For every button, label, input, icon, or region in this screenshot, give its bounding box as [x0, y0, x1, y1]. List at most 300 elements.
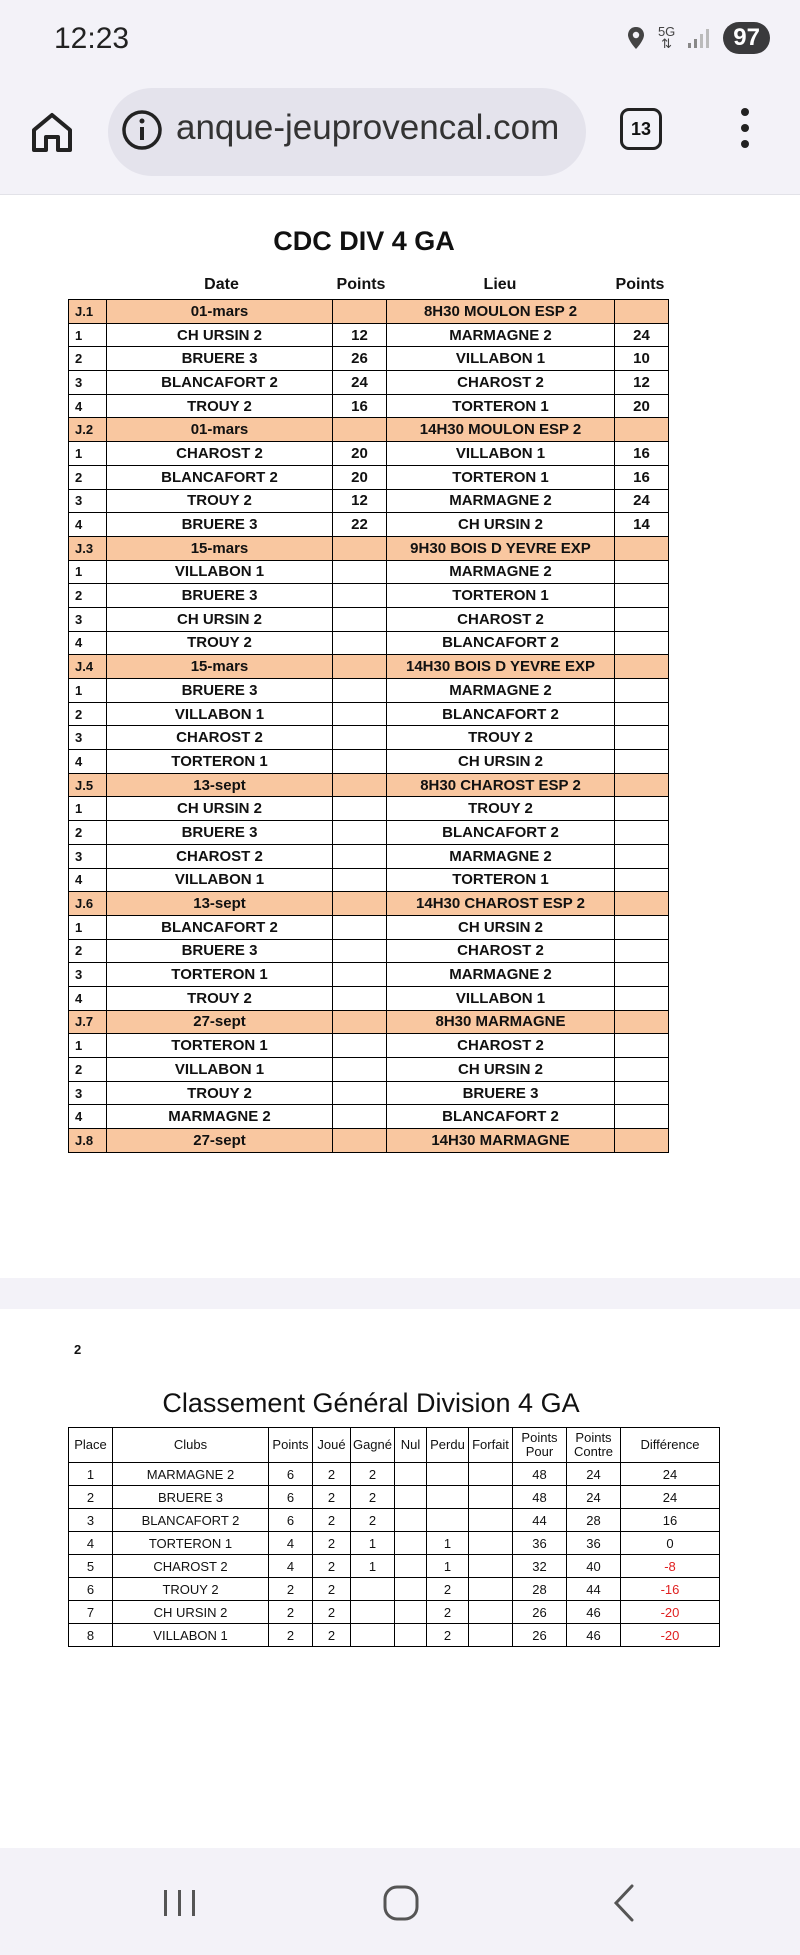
- away-points: [615, 607, 669, 631]
- away-team: CHAROST 2: [387, 371, 615, 395]
- home-team: BLANCAFORT 2: [107, 371, 333, 395]
- match-number: 4: [69, 513, 107, 537]
- schedule-match-row: [69, 631, 669, 655]
- ranking-forfeit: [469, 1463, 513, 1486]
- ranking-row: [69, 1624, 720, 1647]
- ranking-club: TORTERON 1: [113, 1532, 269, 1555]
- schedule-match-row: [69, 513, 669, 537]
- ranking-header-row: [69, 1428, 720, 1463]
- schedule-match-row: [69, 963, 669, 987]
- schedule-match-row: [69, 465, 669, 489]
- day-label: J.2: [69, 418, 107, 442]
- ranking-difference: -8: [621, 1555, 720, 1578]
- away-team: CHAROST 2: [387, 1034, 615, 1058]
- away-points: 24: [615, 489, 669, 513]
- ranking-place: 3: [69, 1509, 113, 1532]
- schedule-day-row: [69, 655, 669, 679]
- match-number: 3: [69, 607, 107, 631]
- match-number: 2: [69, 1058, 107, 1082]
- ranking-points-against: 24: [567, 1486, 621, 1509]
- day-points-home: [333, 1129, 387, 1153]
- match-number: 2: [69, 939, 107, 963]
- away-points: [615, 702, 669, 726]
- ranking-points: 2: [269, 1601, 313, 1624]
- match-number: 4: [69, 750, 107, 774]
- home-points: [333, 607, 387, 631]
- home-points: [333, 750, 387, 774]
- ranking-lost: 2: [427, 1578, 469, 1601]
- ranking-points: 6: [269, 1509, 313, 1532]
- ranking-lost: 1: [427, 1555, 469, 1578]
- header-date: Date: [204, 276, 239, 293]
- home-points: [333, 844, 387, 868]
- away-team: TORTERON 1: [387, 465, 615, 489]
- away-points: 16: [615, 442, 669, 466]
- home-points: [333, 1081, 387, 1105]
- away-points: 10: [615, 347, 669, 371]
- day-points-away: [615, 300, 669, 324]
- away-points: [615, 560, 669, 584]
- url-text[interactable]: anque-jeuprovencal.com: [176, 108, 560, 147]
- ranking-played: 2: [313, 1601, 351, 1624]
- day-label: J.6: [69, 892, 107, 916]
- ranking-place: 2: [69, 1486, 113, 1509]
- day-date: 15-mars: [107, 655, 333, 679]
- ranking-points-against: 40: [567, 1555, 621, 1578]
- schedule-match-row: [69, 489, 669, 513]
- away-points: 12: [615, 371, 669, 395]
- away-points: 24: [615, 323, 669, 347]
- day-date: 01-mars: [107, 300, 333, 324]
- schedule-match-row: [69, 750, 669, 774]
- ranking-won: [351, 1601, 395, 1624]
- home-points: [333, 915, 387, 939]
- home-points: [333, 679, 387, 703]
- day-points-away: [615, 773, 669, 797]
- ranking-lost: [427, 1463, 469, 1486]
- schedule-table: [68, 299, 669, 1153]
- home-points: [333, 1105, 387, 1129]
- home-points: [333, 939, 387, 963]
- day-points-home: [333, 300, 387, 324]
- ranking-draw: [395, 1532, 427, 1555]
- day-points-home: [333, 655, 387, 679]
- ranking-difference: -20: [621, 1601, 720, 1624]
- match-number: 2: [69, 584, 107, 608]
- home-points: 20: [333, 442, 387, 466]
- home-icon[interactable]: [28, 108, 76, 156]
- day-lieu: 8H30 MARMAGNE: [387, 1010, 615, 1034]
- ranking-played: 2: [313, 1486, 351, 1509]
- match-number: 4: [69, 868, 107, 892]
- day-lieu: 8H30 CHAROST ESP 2: [387, 773, 615, 797]
- ranking-won: [351, 1578, 395, 1601]
- home-team: MARMAGNE 2: [107, 1105, 333, 1129]
- ranking-lost: [427, 1486, 469, 1509]
- ranking-place: 1: [69, 1463, 113, 1486]
- away-team: CH URSIN 2: [387, 1058, 615, 1082]
- match-number: 3: [69, 963, 107, 987]
- away-team: BLANCAFORT 2: [387, 1105, 615, 1129]
- page-number: 2: [74, 1342, 82, 1357]
- match-number: 1: [69, 323, 107, 347]
- home-team: BLANCAFORT 2: [107, 465, 333, 489]
- signal-icon: [687, 27, 711, 49]
- match-number: 4: [69, 1105, 107, 1129]
- ranking-difference: 16: [621, 1509, 720, 1532]
- home-team: CH URSIN 2: [107, 797, 333, 821]
- ranking-header-cell: Gagné: [351, 1428, 395, 1463]
- day-date: 01-mars: [107, 418, 333, 442]
- away-team: VILLABON 1: [387, 986, 615, 1010]
- header-points-home: Points: [336, 276, 386, 293]
- header-lieu: Lieu: [483, 276, 517, 293]
- page-separator: [0, 1278, 800, 1309]
- ranking-difference: 24: [621, 1463, 720, 1486]
- ranking-played: 2: [313, 1509, 351, 1532]
- away-points: 20: [615, 394, 669, 418]
- browser-toolbar: [0, 84, 800, 195]
- day-points-home: [333, 418, 387, 442]
- schedule-match-row: [69, 607, 669, 631]
- home-points: [333, 1034, 387, 1058]
- ranking-played: 2: [313, 1578, 351, 1601]
- home-points: 12: [333, 489, 387, 513]
- schedule-match-row: [69, 323, 669, 347]
- day-date: 27-sept: [107, 1010, 333, 1034]
- home-team: BRUERE 3: [107, 939, 333, 963]
- home-team: CHAROST 2: [107, 442, 333, 466]
- schedule-day-row: [69, 773, 669, 797]
- schedule-match-row: [69, 347, 669, 371]
- away-points: [615, 868, 669, 892]
- day-points-home: [333, 773, 387, 797]
- ranking-points: 2: [269, 1624, 313, 1647]
- away-team: TROUY 2: [387, 726, 615, 750]
- home-team: TORTERON 1: [107, 1034, 333, 1058]
- home-points: 16: [333, 394, 387, 418]
- match-number: 2: [69, 821, 107, 845]
- away-team: MARMAGNE 2: [387, 844, 615, 868]
- ranking-lost: 2: [427, 1624, 469, 1647]
- home-team: VILLABON 1: [107, 702, 333, 726]
- ranking-forfeit: [469, 1624, 513, 1647]
- day-points-away: [615, 1129, 669, 1153]
- day-points-away: [615, 655, 669, 679]
- back-icon[interactable]: [600, 1878, 650, 1928]
- home-team: TROUY 2: [107, 1081, 333, 1105]
- ranking-points-for: 26: [513, 1624, 567, 1647]
- away-team: TORTERON 1: [387, 584, 615, 608]
- schedule-match-row: [69, 679, 669, 703]
- ranking-points-against: 46: [567, 1624, 621, 1647]
- ranking-won: 2: [351, 1486, 395, 1509]
- schedule-day-row: [69, 1010, 669, 1034]
- home-points: [333, 963, 387, 987]
- schedule-match-row: [69, 394, 669, 418]
- ranking-won: 2: [351, 1463, 395, 1486]
- away-points: [615, 726, 669, 750]
- ranking-lost: [427, 1509, 469, 1532]
- ranking-header-cell: Points: [269, 1428, 313, 1463]
- schedule-match-row: [69, 986, 669, 1010]
- schedule-day-row: [69, 300, 669, 324]
- ranking-club: BLANCAFORT 2: [113, 1509, 269, 1532]
- away-points: [615, 797, 669, 821]
- ranking-points-for: 44: [513, 1509, 567, 1532]
- ranking-points: 6: [269, 1463, 313, 1486]
- ranking-points-for: 26: [513, 1601, 567, 1624]
- home-team: TROUY 2: [107, 631, 333, 655]
- schedule-match-row: [69, 1081, 669, 1105]
- home-team: VILLABON 1: [107, 1058, 333, 1082]
- match-number: 1: [69, 560, 107, 584]
- ranking-points-against: 28: [567, 1509, 621, 1532]
- ranking-played: 2: [313, 1463, 351, 1486]
- day-lieu: 9H30 BOIS D YEVRE EXP: [387, 536, 615, 560]
- home-points: 26: [333, 347, 387, 371]
- schedule-match-row: [69, 1105, 669, 1129]
- ranking-header-cell: Clubs: [113, 1428, 269, 1463]
- away-team: MARMAGNE 2: [387, 963, 615, 987]
- away-team: CH URSIN 2: [387, 513, 615, 537]
- ranking-title: Classement Général Division 4 GA: [162, 1388, 580, 1418]
- day-label: J.7: [69, 1010, 107, 1034]
- ranking-points-against: 44: [567, 1578, 621, 1601]
- away-points: [615, 939, 669, 963]
- ranking-difference: 0: [621, 1532, 720, 1555]
- ranking-header-cell: Points Contre: [567, 1428, 621, 1463]
- ranking-draw: [395, 1601, 427, 1624]
- ranking-club: CHAROST 2: [113, 1555, 269, 1578]
- home-team: TORTERON 1: [107, 963, 333, 987]
- day-points-away: [615, 1010, 669, 1034]
- home-points: [333, 797, 387, 821]
- ranking-row: [69, 1601, 720, 1624]
- away-points: [615, 750, 669, 774]
- address-bar[interactable]: [108, 88, 586, 176]
- ranking-forfeit: [469, 1555, 513, 1578]
- away-points: [615, 844, 669, 868]
- recent-apps-icon[interactable]: [155, 1878, 205, 1928]
- ranking-row: [69, 1578, 720, 1601]
- match-number: 4: [69, 631, 107, 655]
- away-points: [615, 631, 669, 655]
- ranking-difference: 24: [621, 1486, 720, 1509]
- ranking-row: [69, 1532, 720, 1555]
- home-team: CHAROST 2: [107, 844, 333, 868]
- away-team: MARMAGNE 2: [387, 679, 615, 703]
- away-points: [615, 1058, 669, 1082]
- schedule-match-row: [69, 821, 669, 845]
- away-points: [615, 1034, 669, 1058]
- home-points: 12: [333, 323, 387, 347]
- day-label: J.4: [69, 655, 107, 679]
- ranking-difference: -16: [621, 1578, 720, 1601]
- home-team: TROUY 2: [107, 986, 333, 1010]
- match-number: 3: [69, 489, 107, 513]
- away-points: 16: [615, 465, 669, 489]
- away-team: MARMAGNE 2: [387, 560, 615, 584]
- away-team: CHAROST 2: [387, 939, 615, 963]
- ranking-draw: [395, 1463, 427, 1486]
- home-team: CHAROST 2: [107, 726, 333, 750]
- ranking-club: VILLABON 1: [113, 1624, 269, 1647]
- schedule-match-row: [69, 844, 669, 868]
- day-label: J.3: [69, 536, 107, 560]
- away-points: [615, 821, 669, 845]
- home-team: BLANCAFORT 2: [107, 915, 333, 939]
- schedule-match-row: [69, 797, 669, 821]
- ranking-points: 4: [269, 1532, 313, 1555]
- status-icons: [626, 22, 770, 54]
- home-team: BRUERE 3: [107, 584, 333, 608]
- day-lieu: 14H30 MOULON ESP 2: [387, 418, 615, 442]
- home-team: BRUERE 3: [107, 347, 333, 371]
- ranking-won: [351, 1624, 395, 1647]
- day-lieu: 14H30 MARMAGNE: [387, 1129, 615, 1153]
- day-label: J.1: [69, 300, 107, 324]
- day-label: J.8: [69, 1129, 107, 1153]
- ranking-forfeit: [469, 1509, 513, 1532]
- match-number: 1: [69, 915, 107, 939]
- ranking-lost: 2: [427, 1601, 469, 1624]
- ranking-points-for: 32: [513, 1555, 567, 1578]
- ranking-place: 6: [69, 1578, 113, 1601]
- away-team: BLANCAFORT 2: [387, 821, 615, 845]
- ranking-club: TROUY 2: [113, 1578, 269, 1601]
- ranking-forfeit: [469, 1601, 513, 1624]
- ranking-forfeit: [469, 1532, 513, 1555]
- away-team: TROUY 2: [387, 797, 615, 821]
- schedule-match-row: [69, 726, 669, 750]
- home-points: [333, 631, 387, 655]
- ranking-points: 2: [269, 1578, 313, 1601]
- away-points: [615, 1105, 669, 1129]
- schedule-title: CDC DIV 4 GA: [273, 226, 455, 256]
- away-points: [615, 584, 669, 608]
- status-bar: [0, 0, 800, 84]
- away-team: BRUERE 3: [387, 1081, 615, 1105]
- ranking-draw: [395, 1555, 427, 1578]
- ranking-points-against: 24: [567, 1463, 621, 1486]
- home-team: VILLABON 1: [107, 868, 333, 892]
- tab-switcher-button[interactable]: 13: [620, 108, 662, 150]
- ranking-played: 2: [313, 1555, 351, 1578]
- home-points: [333, 584, 387, 608]
- away-team: MARMAGNE 2: [387, 323, 615, 347]
- match-number: 2: [69, 465, 107, 489]
- more-menu-icon[interactable]: [738, 108, 752, 154]
- home-points: 24: [333, 371, 387, 395]
- ranking-points-for: 36: [513, 1532, 567, 1555]
- match-number: 2: [69, 347, 107, 371]
- home-points: [333, 726, 387, 750]
- match-number: 3: [69, 726, 107, 750]
- schedule-match-row: [69, 584, 669, 608]
- ranking-row: [69, 1509, 720, 1532]
- home-points: [333, 821, 387, 845]
- ranking-points-for: 28: [513, 1578, 567, 1601]
- ranking-header-cell: Place: [69, 1428, 113, 1463]
- away-team: BLANCAFORT 2: [387, 702, 615, 726]
- home-team: BRUERE 3: [107, 513, 333, 537]
- away-team: VILLABON 1: [387, 442, 615, 466]
- day-label: J.5: [69, 773, 107, 797]
- ranking-points: 4: [269, 1555, 313, 1578]
- away-team: MARMAGNE 2: [387, 489, 615, 513]
- day-date: 27-sept: [107, 1129, 333, 1153]
- schedule-day-row: [69, 892, 669, 916]
- match-number: 1: [69, 797, 107, 821]
- away-points: 14: [615, 513, 669, 537]
- ranking-place: 8: [69, 1624, 113, 1647]
- ranking-draw: [395, 1509, 427, 1532]
- system-nav-bar: [0, 1848, 800, 1955]
- home-points: [333, 702, 387, 726]
- ranking-points: 6: [269, 1486, 313, 1509]
- home-team: BRUERE 3: [107, 821, 333, 845]
- away-points: [615, 1081, 669, 1105]
- away-team: BLANCAFORT 2: [387, 631, 615, 655]
- match-number: 1: [69, 679, 107, 703]
- ranking-played: 2: [313, 1532, 351, 1555]
- match-number: 2: [69, 702, 107, 726]
- home-nav-icon[interactable]: [376, 1878, 426, 1928]
- match-number: 3: [69, 371, 107, 395]
- day-points-away: [615, 892, 669, 916]
- match-number: 1: [69, 1034, 107, 1058]
- ranking-played: 2: [313, 1624, 351, 1647]
- ranking-club: BRUERE 3: [113, 1486, 269, 1509]
- info-icon[interactable]: [120, 108, 164, 152]
- home-points: [333, 986, 387, 1010]
- home-team: CH URSIN 2: [107, 607, 333, 631]
- ranking-place: 7: [69, 1601, 113, 1624]
- ranking-club: CH URSIN 2: [113, 1601, 269, 1624]
- day-points-home: [333, 1010, 387, 1034]
- day-lieu: 14H30 BOIS D YEVRE EXP: [387, 655, 615, 679]
- ranking-place: 5: [69, 1555, 113, 1578]
- home-team: CH URSIN 2: [107, 323, 333, 347]
- ranking-won: 2: [351, 1509, 395, 1532]
- day-points-away: [615, 418, 669, 442]
- network-indicator: 5G ⇅: [657, 24, 676, 51]
- ranking-forfeit: [469, 1578, 513, 1601]
- away-points: [615, 963, 669, 987]
- ranking-difference: -20: [621, 1624, 720, 1647]
- home-points: 20: [333, 465, 387, 489]
- day-points-home: [333, 536, 387, 560]
- day-date: 13-sept: [107, 892, 333, 916]
- away-points: [615, 986, 669, 1010]
- ranking-draw: [395, 1578, 427, 1601]
- match-number: 4: [69, 394, 107, 418]
- ranking-forfeit: [469, 1486, 513, 1509]
- home-team: TROUY 2: [107, 394, 333, 418]
- ranking-row: [69, 1486, 720, 1509]
- location-icon: [626, 26, 646, 50]
- ranking-points-for: 48: [513, 1463, 567, 1486]
- ranking-header-cell: Nul: [395, 1428, 427, 1463]
- home-points: [333, 560, 387, 584]
- schedule-day-row: [69, 536, 669, 560]
- home-team: TORTERON 1: [107, 750, 333, 774]
- ranking-points-against: 36: [567, 1532, 621, 1555]
- ranking-header-cell: Joué: [313, 1428, 351, 1463]
- schedule-day-row: [69, 1129, 669, 1153]
- ranking-draw: [395, 1486, 427, 1509]
